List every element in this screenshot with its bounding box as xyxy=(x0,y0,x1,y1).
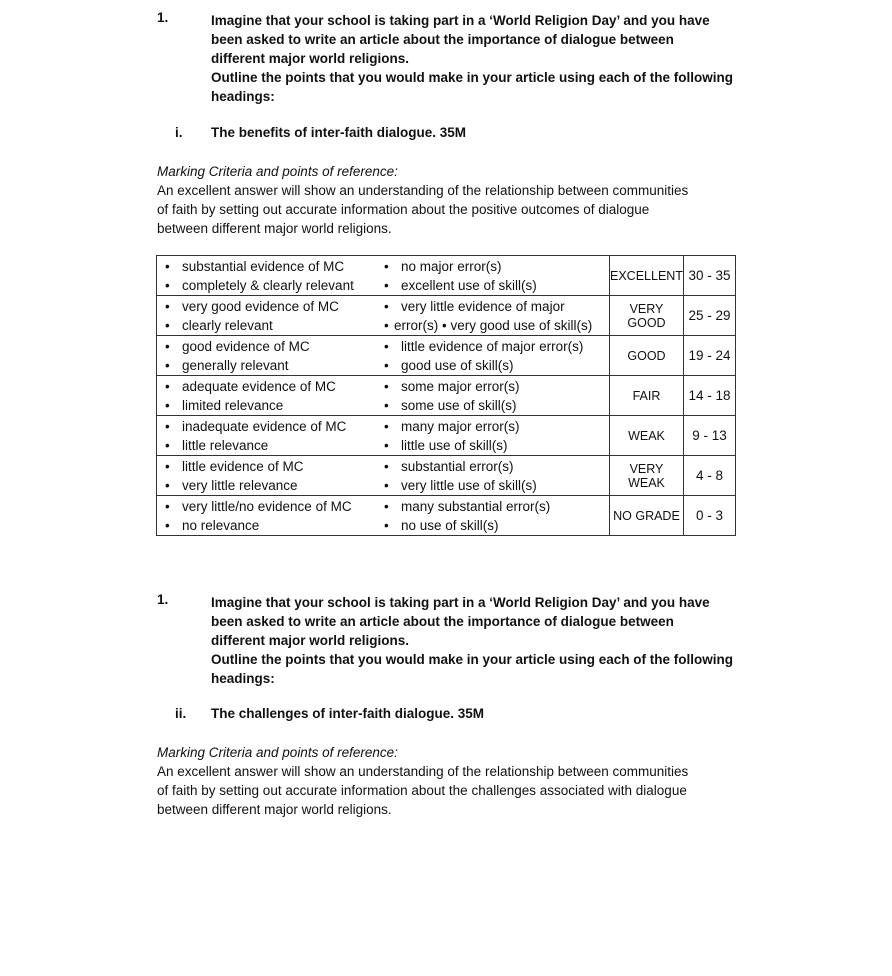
grade-label: NO GRADE xyxy=(610,496,684,536)
question-line: different major world religions. xyxy=(211,51,410,66)
question-line: Imagine that your school is taking part in a ‘World Religion Day’ and you have xyxy=(211,13,710,28)
evidence-cell xyxy=(157,376,377,416)
evidence-point: • adequate evidence of MC xyxy=(157,377,376,396)
mark-range: 4 - 8 xyxy=(683,456,735,496)
evidence-point: • inadequate evidence of MC xyxy=(157,417,376,436)
skill-point: • excellent use of skill(s) xyxy=(376,276,609,295)
error-point: • many substantial error(s) xyxy=(376,497,609,516)
error-point: • very little evidence of major xyxy=(376,297,609,316)
criteria-line: An excellent answer will show an understanding of the relationship between communities xyxy=(157,764,689,779)
question-line: Outline the points that you would make in your article using each of the following xyxy=(211,652,734,667)
criteria-title: Marking Criteria and points of reference: xyxy=(157,164,398,179)
grade-label: EXCELLENT xyxy=(610,256,684,296)
grade-label: GOOD xyxy=(610,336,684,376)
criteria-line: of faith by setting out accurate information about the challenges associated with dialogue xyxy=(157,783,687,798)
evidence-point: • very little/no evidence of MC xyxy=(157,497,376,516)
error-cell xyxy=(376,456,610,496)
question-line: headings: xyxy=(211,671,275,686)
skill-point: • little use of skill(s) xyxy=(376,436,609,455)
error-cell xyxy=(376,336,610,376)
error-point: • little evidence of major error(s) xyxy=(376,337,609,356)
question-text xyxy=(211,11,751,106)
rubric-body xyxy=(157,256,736,536)
skill-point: • no use of skill(s) xyxy=(376,516,609,535)
relevance-point: • little relevance xyxy=(157,436,376,455)
error-point: • substantial error(s) xyxy=(376,457,609,476)
mark-range: 0 - 3 xyxy=(683,496,735,536)
evidence-cell xyxy=(157,416,377,456)
marking-criteria xyxy=(157,743,737,819)
error-cell xyxy=(376,256,610,296)
evidence-point: • good evidence of MC xyxy=(157,337,376,356)
rubric-row xyxy=(157,256,736,296)
skill-point: • good use of skill(s) xyxy=(376,356,609,375)
rubric-row xyxy=(157,416,736,456)
question-line: been asked to write an article about the importance of dialogue between xyxy=(211,32,674,47)
skill-point: • some use of skill(s) xyxy=(376,396,609,415)
grade-label: FAIR xyxy=(610,376,684,416)
error-point: • some major error(s) xyxy=(376,377,609,396)
criteria-line: of faith by setting out accurate information about the positive outcomes of dialogue xyxy=(157,202,650,217)
rubric-row xyxy=(157,376,736,416)
evidence-cell xyxy=(157,256,377,296)
criteria-title: Marking Criteria and points of reference: xyxy=(157,745,398,760)
criteria-line: between different major world religions. xyxy=(157,802,392,817)
question-text xyxy=(211,593,751,688)
question-line: Imagine that your school is taking part in a ‘World Religion Day’ and you have xyxy=(211,595,710,610)
grade-label: VERY WEAK xyxy=(610,456,684,496)
error-cell xyxy=(376,376,610,416)
relevance-point: • clearly relevant xyxy=(157,316,376,335)
question-line: Outline the points that you would make in your article using each of the following xyxy=(211,70,734,85)
mark-range: 14 - 18 xyxy=(683,376,735,416)
error-point: • many major error(s) xyxy=(376,417,609,436)
sub-question-number: i. xyxy=(175,125,183,140)
criteria-line: between different major world religions. xyxy=(157,221,392,236)
rubric-table xyxy=(156,255,736,536)
relevance-point: • very little relevance xyxy=(157,476,376,495)
grade-label: VERY GOOD xyxy=(610,296,684,336)
question-number: 1. xyxy=(157,592,169,607)
mark-range: 9 - 13 xyxy=(683,416,735,456)
skill-point: • very little use of skill(s) xyxy=(376,476,609,495)
error-point: • no major error(s) xyxy=(376,257,609,276)
sub-question-number: ii. xyxy=(175,706,187,721)
grade-label: WEAK xyxy=(610,416,684,456)
sub-question-text: The challenges of inter-faith dialogue. 35M xyxy=(211,706,485,721)
question-line: been asked to write an article about the importance of dialogue between xyxy=(211,614,674,629)
rubric-row xyxy=(157,496,736,536)
error-cell xyxy=(376,496,610,536)
evidence-cell xyxy=(157,456,377,496)
mark-range: 30 - 35 xyxy=(683,256,735,296)
evidence-point: • very good evidence of MC xyxy=(157,297,376,316)
relevance-point: • completely & clearly relevant xyxy=(157,276,376,295)
relevance-point: • limited relevance xyxy=(157,396,376,415)
evidence-point: • substantial evidence of MC xyxy=(157,257,376,276)
mark-range: 19 - 24 xyxy=(683,336,735,376)
skill-point: • error(s) • very good use of skill(s) xyxy=(376,316,609,335)
sub-question-text: The benefits of inter-faith dialogue. 35M xyxy=(211,125,467,140)
evidence-point: • little evidence of MC xyxy=(157,457,376,476)
marking-criteria xyxy=(157,162,737,238)
evidence-cell xyxy=(157,336,377,376)
question-line: headings: xyxy=(211,89,275,104)
criteria-line: An excellent answer will show an understanding of the relationship between communities xyxy=(157,183,689,198)
question-line: different major world religions. xyxy=(211,633,410,648)
rubric-row xyxy=(157,296,736,336)
error-cell xyxy=(376,416,610,456)
evidence-cell xyxy=(157,496,377,536)
relevance-point: • no relevance xyxy=(157,516,376,535)
question-number: 1. xyxy=(157,10,169,25)
error-cell xyxy=(376,296,610,336)
rubric-row xyxy=(157,456,736,496)
relevance-point: • generally relevant xyxy=(157,356,376,375)
rubric-row xyxy=(157,336,736,376)
mark-range: 25 - 29 xyxy=(683,296,735,336)
evidence-cell xyxy=(157,296,377,336)
